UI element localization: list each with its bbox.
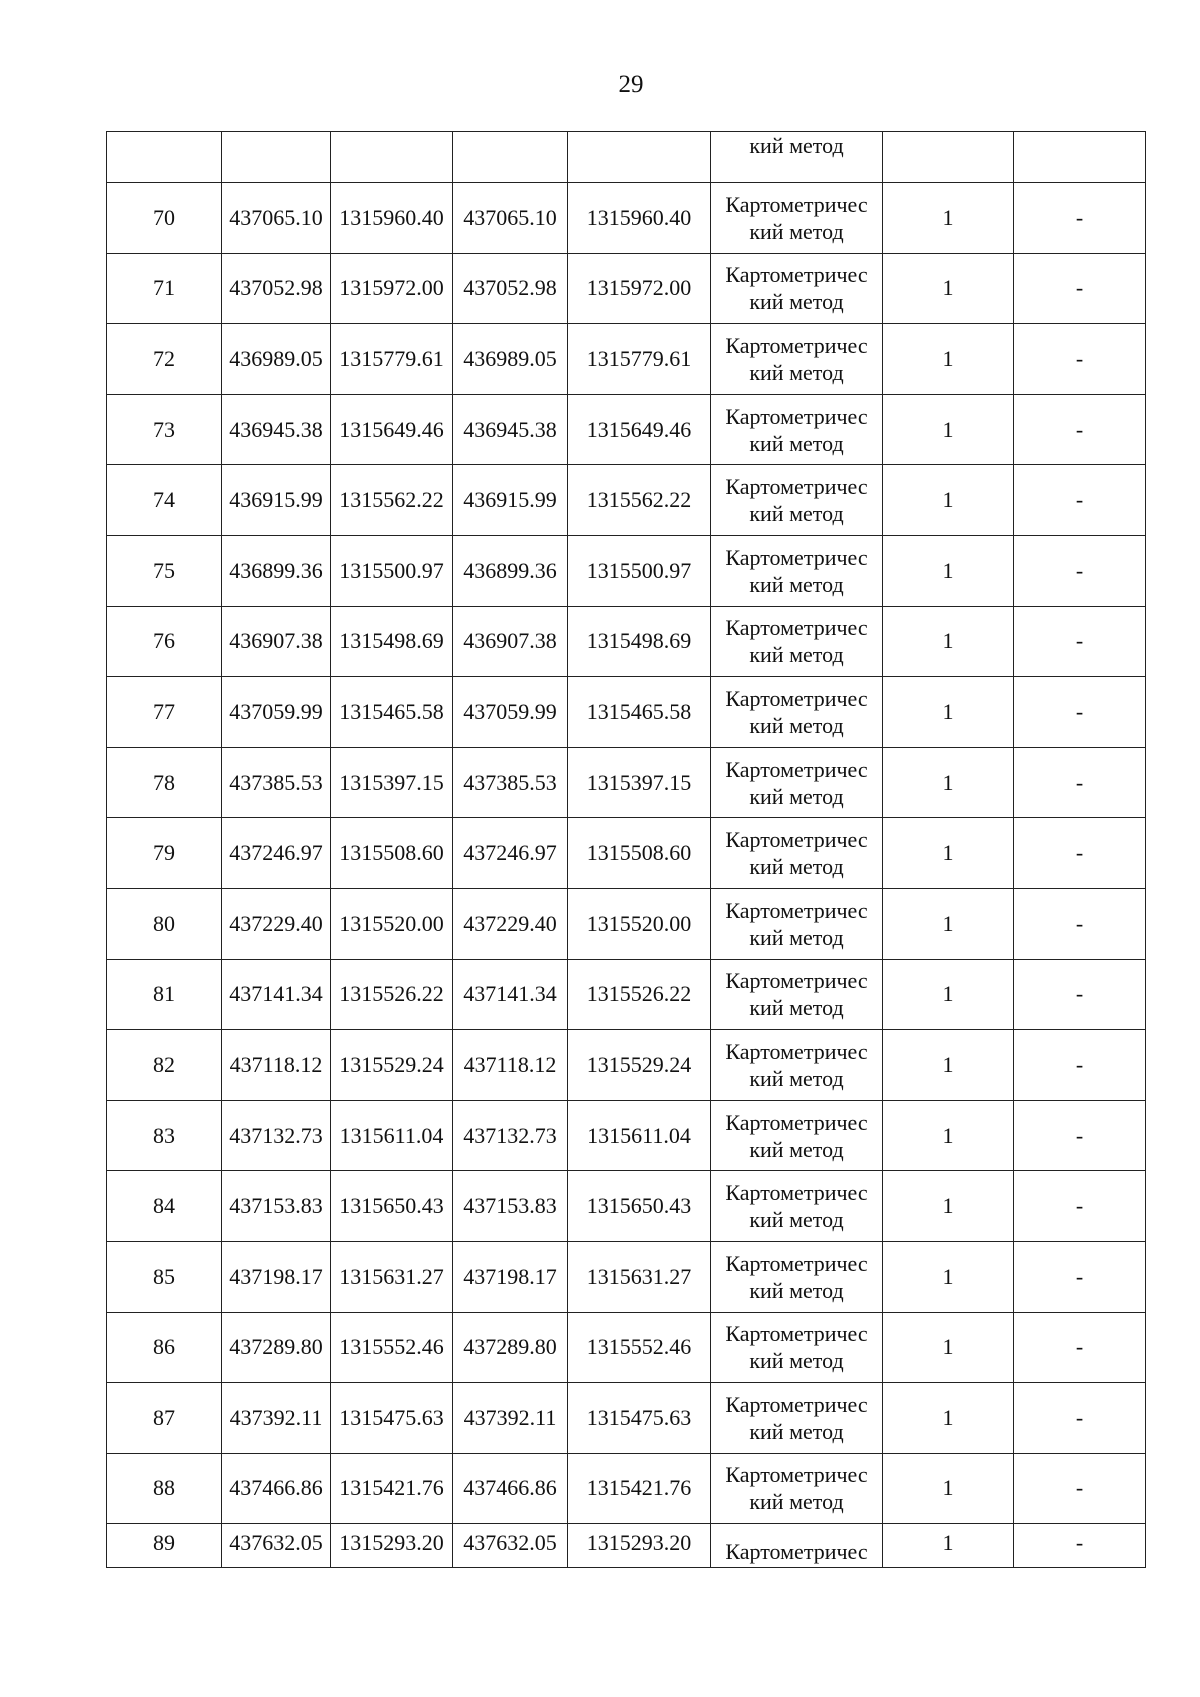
- cell-y-specified: 1315508.60: [568, 818, 711, 889]
- cell-y-existing: 1315960.40: [331, 183, 453, 254]
- method-text: Картометричес: [725, 1109, 868, 1135]
- cell-method: [711, 606, 883, 677]
- table-row: [107, 1383, 1146, 1454]
- cell-note: [1014, 132, 1146, 183]
- cell-accuracy: 1: [883, 1383, 1014, 1454]
- cell-x-specified: 437059.99: [453, 677, 568, 748]
- cell-accuracy: [883, 132, 1014, 183]
- cell-y-specified: 1315649.46: [568, 394, 711, 465]
- cell-number: 81: [107, 959, 222, 1030]
- method-text: кий метод: [749, 712, 844, 738]
- cell-x-specified: 437246.97: [453, 818, 568, 889]
- cell-y-existing: 1315293.20: [331, 1524, 453, 1568]
- cell-accuracy: 1: [883, 606, 1014, 677]
- cell-method: [711, 1524, 883, 1568]
- method-text: кий метод: [749, 1489, 844, 1515]
- method-text: кий метод: [749, 783, 844, 809]
- table-row: [107, 1100, 1146, 1171]
- table-row: [107, 818, 1146, 889]
- cell-x-existing: 436989.05: [222, 324, 331, 395]
- cell-x-existing: 437632.05: [222, 1524, 331, 1568]
- cell-y-existing: 1315421.76: [331, 1453, 453, 1524]
- cell-accuracy: 1: [883, 1453, 1014, 1524]
- method-text: кий метод: [749, 995, 844, 1021]
- method-text: кий метод: [749, 854, 844, 880]
- cell-y-specified: 1315498.69: [568, 606, 711, 677]
- cell-x-existing: 436899.36: [222, 535, 331, 606]
- cell-note: -: [1014, 747, 1146, 818]
- method-text: Картометричес: [725, 1391, 868, 1417]
- cell-number: 89: [107, 1524, 222, 1568]
- cell-note: -: [1014, 1241, 1146, 1312]
- method-text: Картометричес: [725, 756, 868, 782]
- method-text: кий метод: [749, 289, 844, 315]
- method-text: кий метод: [749, 642, 844, 668]
- cell-x-specified: 436899.36: [453, 535, 568, 606]
- table-row: [107, 1524, 1146, 1568]
- cell-accuracy: 1: [883, 818, 1014, 889]
- cell-number: 70: [107, 183, 222, 254]
- cell-y-existing: 1315562.22: [331, 465, 453, 536]
- table-row: [107, 1312, 1146, 1383]
- method-text: кий метод: [749, 1277, 844, 1303]
- method-text: Картометричес: [725, 685, 868, 711]
- cell-x-specified: 437229.40: [453, 888, 568, 959]
- cell-x-existing: 436915.99: [222, 465, 331, 536]
- cell-y-specified: 1315779.61: [568, 324, 711, 395]
- cell-accuracy: 1: [883, 1241, 1014, 1312]
- cell-x-specified: 437632.05: [453, 1524, 568, 1568]
- coordinates-table: [106, 131, 1146, 1568]
- method-text: Картометричес: [725, 1180, 868, 1206]
- cell-y-specified: 1315520.00: [568, 888, 711, 959]
- cell-note: -: [1014, 888, 1146, 959]
- cell-y-existing: 1315465.58: [331, 677, 453, 748]
- cell-x-specified: 436907.38: [453, 606, 568, 677]
- cell-number: 76: [107, 606, 222, 677]
- cell-method: [711, 1030, 883, 1101]
- cell-number: 86: [107, 1312, 222, 1383]
- cell-y-existing: 1315552.46: [331, 1312, 453, 1383]
- table-row: [107, 606, 1146, 677]
- cell-method: [711, 1100, 883, 1171]
- cell-x-specified: 436945.38: [453, 394, 568, 465]
- method-text: Картометричес: [725, 615, 868, 641]
- cell-x-existing: 437059.99: [222, 677, 331, 748]
- method-text: Картометричес: [725, 191, 868, 217]
- cell-x-specified: 437466.86: [453, 1453, 568, 1524]
- cell-y-specified: 1315562.22: [568, 465, 711, 536]
- table-row: [107, 183, 1146, 254]
- cell-number: [107, 132, 222, 183]
- cell-x-existing: 437141.34: [222, 959, 331, 1030]
- cell-note: -: [1014, 1312, 1146, 1383]
- cell-accuracy: 1: [883, 959, 1014, 1030]
- cell-accuracy: 1: [883, 535, 1014, 606]
- cell-x-existing: 436945.38: [222, 394, 331, 465]
- cell-x-existing: 437246.97: [222, 818, 331, 889]
- cell-y-existing: 1315526.22: [331, 959, 453, 1030]
- cell-method: [711, 888, 883, 959]
- cell-x-existing: 437198.17: [222, 1241, 331, 1312]
- cell-accuracy: 1: [883, 324, 1014, 395]
- cell-method: [711, 747, 883, 818]
- cell-accuracy: 1: [883, 394, 1014, 465]
- cell-note: -: [1014, 535, 1146, 606]
- method-text: Картометричес: [725, 1321, 868, 1347]
- cell-number: 84: [107, 1171, 222, 1242]
- cell-x-existing: 437052.98: [222, 253, 331, 324]
- table-row: [107, 1030, 1146, 1101]
- method-text: кий метод: [749, 924, 844, 950]
- cell-x-existing: 437392.11: [222, 1383, 331, 1454]
- cell-x-existing: 436907.38: [222, 606, 331, 677]
- cell-x-existing: [222, 132, 331, 183]
- cell-method: [711, 535, 883, 606]
- table-row: [107, 888, 1146, 959]
- cell-y-existing: 1315475.63: [331, 1383, 453, 1454]
- cell-number: 77: [107, 677, 222, 748]
- cell-note: -: [1014, 1524, 1146, 1568]
- cell-method: [711, 465, 883, 536]
- cell-note: -: [1014, 1453, 1146, 1524]
- cell-accuracy: 1: [883, 183, 1014, 254]
- table-row: [107, 1453, 1146, 1524]
- cell-number: 79: [107, 818, 222, 889]
- cell-accuracy: 1: [883, 465, 1014, 536]
- cell-y-specified: 1315475.63: [568, 1383, 711, 1454]
- method-text: Картометричес: [725, 474, 868, 500]
- cell-x-specified: [453, 132, 568, 183]
- method-text: Картометричес: [725, 1462, 868, 1488]
- cell-x-existing: 437132.73: [222, 1100, 331, 1171]
- method-text: кий метод: [749, 359, 844, 385]
- cell-number: 88: [107, 1453, 222, 1524]
- cell-method: [711, 183, 883, 254]
- cell-number: 82: [107, 1030, 222, 1101]
- cell-y-existing: 1315498.69: [331, 606, 453, 677]
- cell-note: -: [1014, 394, 1146, 465]
- cell-note: -: [1014, 465, 1146, 536]
- cell-note: -: [1014, 1383, 1146, 1454]
- table-row: [107, 535, 1146, 606]
- cell-method: [711, 1453, 883, 1524]
- method-text: Картометричес: [725, 1038, 868, 1064]
- cell-y-existing: 1315508.60: [331, 818, 453, 889]
- cell-method: [711, 1241, 883, 1312]
- cell-number: 83: [107, 1100, 222, 1171]
- cell-method: [711, 394, 883, 465]
- cell-note: -: [1014, 1030, 1146, 1101]
- method-text: кий метод: [749, 1136, 844, 1162]
- cell-number: 87: [107, 1383, 222, 1454]
- method-text: Картометричес: [725, 403, 868, 429]
- cell-x-specified: 437385.53: [453, 747, 568, 818]
- cell-y-specified: 1315631.27: [568, 1241, 711, 1312]
- cell-x-specified: 436915.99: [453, 465, 568, 536]
- method-text: кий метод: [749, 1065, 844, 1091]
- cell-method: [711, 132, 883, 183]
- cell-y-existing: 1315520.00: [331, 888, 453, 959]
- cell-y-existing: 1315611.04: [331, 1100, 453, 1171]
- cell-note: -: [1014, 324, 1146, 395]
- cell-x-specified: 437289.80: [453, 1312, 568, 1383]
- table-row: [107, 253, 1146, 324]
- cell-x-specified: 437153.83: [453, 1171, 568, 1242]
- cell-accuracy: 1: [883, 747, 1014, 818]
- cell-method: [711, 677, 883, 748]
- cell-method: [711, 1171, 883, 1242]
- method-text: Картометричес: [725, 262, 868, 288]
- method-text: Картометричес: [725, 897, 868, 923]
- cell-y-specified: 1315972.00: [568, 253, 711, 324]
- method-text: кий метод: [749, 1348, 844, 1374]
- method-text: кий метод: [749, 218, 844, 244]
- cell-x-existing: 437229.40: [222, 888, 331, 959]
- table-row: [107, 465, 1146, 536]
- cell-x-specified: 437118.12: [453, 1030, 568, 1101]
- cell-x-existing: 437153.83: [222, 1171, 331, 1242]
- cell-x-existing: 437385.53: [222, 747, 331, 818]
- cell-number: 75: [107, 535, 222, 606]
- cell-x-specified: 437065.10: [453, 183, 568, 254]
- cell-note: -: [1014, 606, 1146, 677]
- cell-y-existing: 1315972.00: [331, 253, 453, 324]
- cell-y-existing: 1315631.27: [331, 1241, 453, 1312]
- table-row: [107, 1171, 1146, 1242]
- cell-y-specified: 1315421.76: [568, 1453, 711, 1524]
- table-row: [107, 1241, 1146, 1312]
- method-text: Картометричес: [725, 1539, 868, 1565]
- cell-y-specified: 1315500.97: [568, 535, 711, 606]
- method-text: Картометричес: [725, 827, 868, 853]
- cell-x-existing: 437065.10: [222, 183, 331, 254]
- cell-note: -: [1014, 183, 1146, 254]
- cell-note: -: [1014, 818, 1146, 889]
- cell-accuracy: 1: [883, 1171, 1014, 1242]
- cell-accuracy: 1: [883, 253, 1014, 324]
- cell-method: [711, 959, 883, 1030]
- cell-number: 74: [107, 465, 222, 536]
- cell-note: -: [1014, 677, 1146, 748]
- cell-note: -: [1014, 253, 1146, 324]
- cell-number: 73: [107, 394, 222, 465]
- cell-y-existing: 1315529.24: [331, 1030, 453, 1101]
- cell-x-specified: 437141.34: [453, 959, 568, 1030]
- table-row: [107, 959, 1146, 1030]
- cell-number: 72: [107, 324, 222, 395]
- cell-accuracy: 1: [883, 1030, 1014, 1101]
- method-text: кий метод: [749, 571, 844, 597]
- method-text: кий метод: [749, 1207, 844, 1233]
- table-row: [107, 747, 1146, 818]
- cell-y-existing: 1315500.97: [331, 535, 453, 606]
- method-text: Картометричес: [725, 544, 868, 570]
- cell-y-specified: 1315650.43: [568, 1171, 711, 1242]
- table-row: [107, 324, 1146, 395]
- cell-accuracy: 1: [883, 1100, 1014, 1171]
- cell-accuracy: 1: [883, 1312, 1014, 1383]
- cell-y-specified: 1315529.24: [568, 1030, 711, 1101]
- cell-y-specified: [568, 132, 711, 183]
- method-text: Картометричес: [725, 332, 868, 358]
- cell-y-existing: [331, 132, 453, 183]
- method-text: кий метод: [749, 133, 844, 158]
- cell-x-specified: 437198.17: [453, 1241, 568, 1312]
- cell-x-existing: 437466.86: [222, 1453, 331, 1524]
- cell-note: -: [1014, 1171, 1146, 1242]
- table-row: [107, 394, 1146, 465]
- cell-accuracy: 1: [883, 677, 1014, 748]
- cell-accuracy: 1: [883, 888, 1014, 959]
- cell-number: 80: [107, 888, 222, 959]
- cell-x-specified: 437132.73: [453, 1100, 568, 1171]
- cell-x-specified: 437052.98: [453, 253, 568, 324]
- cell-y-specified: 1315293.20: [568, 1524, 711, 1568]
- cell-number: 71: [107, 253, 222, 324]
- continuation-row: [107, 132, 1146, 183]
- method-text: Картометричес: [725, 968, 868, 994]
- cell-y-existing: 1315779.61: [331, 324, 453, 395]
- method-text: кий метод: [749, 1418, 844, 1444]
- cell-method: [711, 324, 883, 395]
- method-text: кий метод: [749, 430, 844, 456]
- cell-y-existing: 1315650.43: [331, 1171, 453, 1242]
- cell-method: [711, 1312, 883, 1383]
- cell-x-specified: 436989.05: [453, 324, 568, 395]
- cell-note: -: [1014, 1100, 1146, 1171]
- cell-note: -: [1014, 959, 1146, 1030]
- cell-y-specified: 1315465.58: [568, 677, 711, 748]
- cell-accuracy: 1: [883, 1524, 1014, 1568]
- cell-x-existing: 437118.12: [222, 1030, 331, 1101]
- page-number: 29: [618, 71, 644, 98]
- cell-y-specified: 1315611.04: [568, 1100, 711, 1171]
- cell-method: [711, 253, 883, 324]
- cell-y-specified: 1315552.46: [568, 1312, 711, 1383]
- cell-number: 78: [107, 747, 222, 818]
- cell-y-specified: 1315526.22: [568, 959, 711, 1030]
- cell-y-existing: 1315649.46: [331, 394, 453, 465]
- cell-y-specified: 1315960.40: [568, 183, 711, 254]
- cell-y-specified: 1315397.15: [568, 747, 711, 818]
- cell-x-existing: 437289.80: [222, 1312, 331, 1383]
- coordinates-table-body: [107, 132, 1146, 1568]
- table-row: [107, 677, 1146, 748]
- method-text: кий метод: [749, 501, 844, 527]
- cell-method: [711, 1383, 883, 1454]
- cell-x-specified: 437392.11: [453, 1383, 568, 1454]
- cell-y-existing: 1315397.15: [331, 747, 453, 818]
- cell-number: 85: [107, 1241, 222, 1312]
- method-text: Картометричес: [725, 1250, 868, 1276]
- cell-method: [711, 818, 883, 889]
